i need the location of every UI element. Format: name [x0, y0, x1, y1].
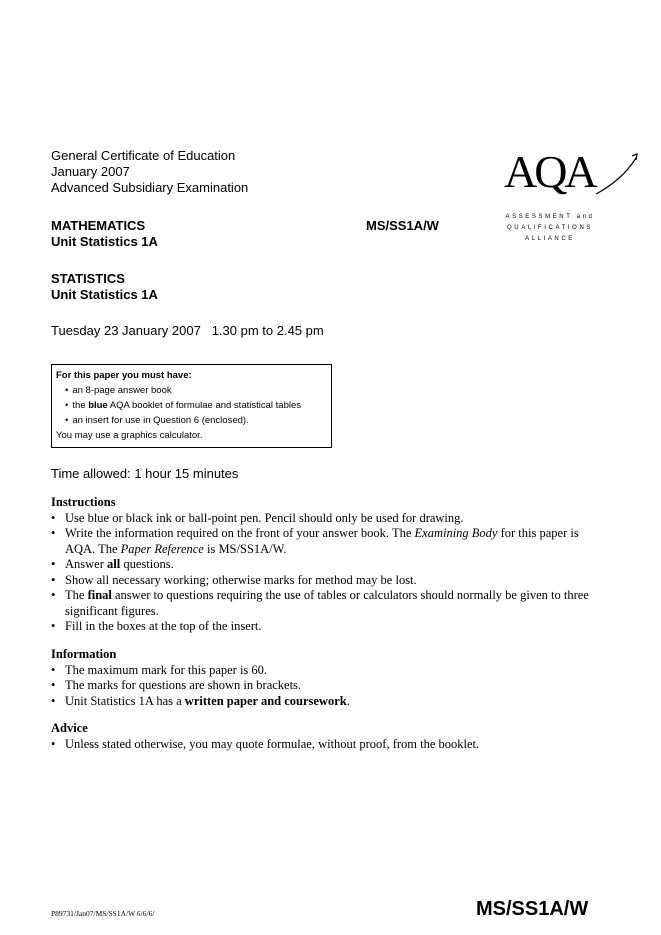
paper-reference: MS/SS1A/W [366, 218, 439, 233]
logo-line-1: ASSESSMENT and [505, 214, 595, 220]
logo-line-2: QUALIFICATIONS [507, 225, 593, 231]
instruction-item: • Answer all questions. [51, 557, 611, 573]
advice-heading: Advice [51, 721, 88, 735]
qualification-line: General Certificate of Education [51, 148, 236, 163]
exam-date: Tuesday 23 January 2007 [51, 323, 201, 338]
logo-line-3: ALLIANCE [525, 236, 575, 242]
instruction-item: • Use blue or black ink or ball-point pen. Pencil should only be used for drawing. [51, 511, 611, 527]
materials-item: • the blue AQA booklet of formulae and statistical tables [56, 398, 331, 413]
subject-unit: Unit Statistics 1A [51, 234, 158, 249]
advice-item: • Unless stated otherwise, you may quote formulae, without proof, from the booklet. [51, 737, 611, 753]
information-heading: Information [51, 647, 117, 661]
instruction-item: • Write the information required on the front of your answer book. The Examining Body for this paper is AQA. The Paper Reference is MS/SS1A/W. [51, 526, 611, 557]
exam-datetime [51, 323, 324, 338]
session-line: January 2007 [51, 164, 130, 179]
instructions-heading: Instructions [51, 495, 116, 509]
subject-title: STATISTICS [51, 271, 125, 286]
materials-note: You may use a graphics calculator. [56, 430, 203, 441]
instruction-item: • The final answer to questions requiring the use of tables or calculators should normally be given to three significant figures. [51, 588, 611, 619]
materials-item: • an insert for use in Question 6 (enclosed). [56, 413, 331, 428]
time-allowed: Time allowed: 1 hour 15 minutes [51, 466, 239, 481]
footer-paper-reference: MS/SS1A/W [476, 898, 589, 920]
information-item: • Unit Statistics 1A has a written paper and coursework. [51, 694, 611, 710]
subject-statistics [51, 271, 158, 303]
information-item: • The maximum mark for this paper is 60. [51, 663, 611, 679]
subject-title: MATHEMATICS [51, 218, 146, 233]
subject-unit: Unit Statistics 1A [51, 287, 158, 302]
instructions-section [51, 495, 611, 635]
instruction-item: • Fill in the boxes at the top of the insert. [51, 619, 611, 635]
materials-title: For this paper you must have: [56, 370, 192, 381]
logo-wordmark: AQA [504, 146, 595, 197]
qualification-header [51, 148, 248, 196]
information-item: • The marks for questions are shown in brackets. [51, 678, 611, 694]
footer-code: P89731/Jan07/MS/SS1A/W 6/6/6/ [51, 909, 155, 918]
subject-mathematics [51, 218, 158, 250]
exam-time: 1.30 pm to 2.45 pm [211, 323, 324, 338]
instruction-item: • Show all necessary working; otherwise marks for method may be lost. [51, 573, 611, 589]
materials-box [51, 364, 332, 448]
logo-swoosh-icon [496, 146, 646, 206]
examination-line: Advanced Subsidiary Examination [51, 180, 249, 195]
information-section [51, 647, 611, 709]
materials-item: • an 8-page answer book [56, 383, 331, 398]
aqa-logo [496, 146, 646, 256]
advice-section [51, 721, 611, 752]
